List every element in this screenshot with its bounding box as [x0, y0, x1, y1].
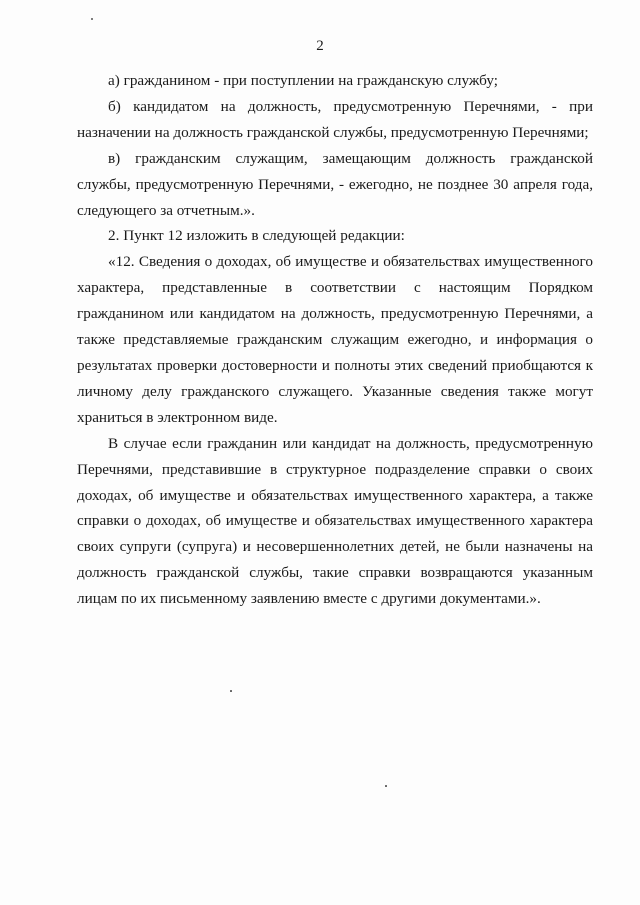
- paragraph-item-a: а) гражданином - при поступлении на гражданскую службу;: [108, 72, 498, 89]
- paragraph-item-b: б) кандидатом на должность, предусмотренную Перечнями, - при назначении на должность гражданской службы, предусмотренную Перечнями;: [77, 97, 593, 141]
- paragraph-item-v: в) гражданским служащим, замещающим должность гражданской службы, предусмотренную Перечнями, - ежегодно, не позднее 30 апреля года, следующего за отчетным.».: [77, 149, 593, 219]
- scan-speck: [385, 785, 387, 787]
- document-body: [77, 68, 593, 612]
- scan-speck: [91, 18, 93, 20]
- paragraph-clause-12: «12. Сведения о доходах, об имуществе и обязательствах имущественного характера, представленные в соответствии с настоящим Порядком гражданином или кандидатом на должность, предусмотренную Перечнями, а также представляемые гражданским служащим ежегодно, и информация о результатах проверки достоверности и полноты этих сведений приобщаются к личному делу гражданского служащего. Указанные сведения также могут храниться в электронном виде.: [77, 253, 593, 426]
- page-number: 2: [316, 38, 324, 54]
- paragraph-clause-2: 2. Пункт 12 изложить в следующей редакции:: [108, 227, 405, 245]
- scan-speck: [230, 690, 232, 692]
- paragraph-return-of-statements: В случае если гражданин или кандидат на должность, предусмотренную Перечнями, представившие в структурное подразделение справки о своих доходах, об имуществе и обязательствах имущественного характера, а также справки о доходах, об имуществе и обязательствах имущественного характера своих супруги (супруга) и несовершеннолетних детей, не были назначены на должность гражданской службы, такие справки возвращаются указанным лицам по их письменному заявлению вместе с другими документами.».: [77, 434, 593, 608]
